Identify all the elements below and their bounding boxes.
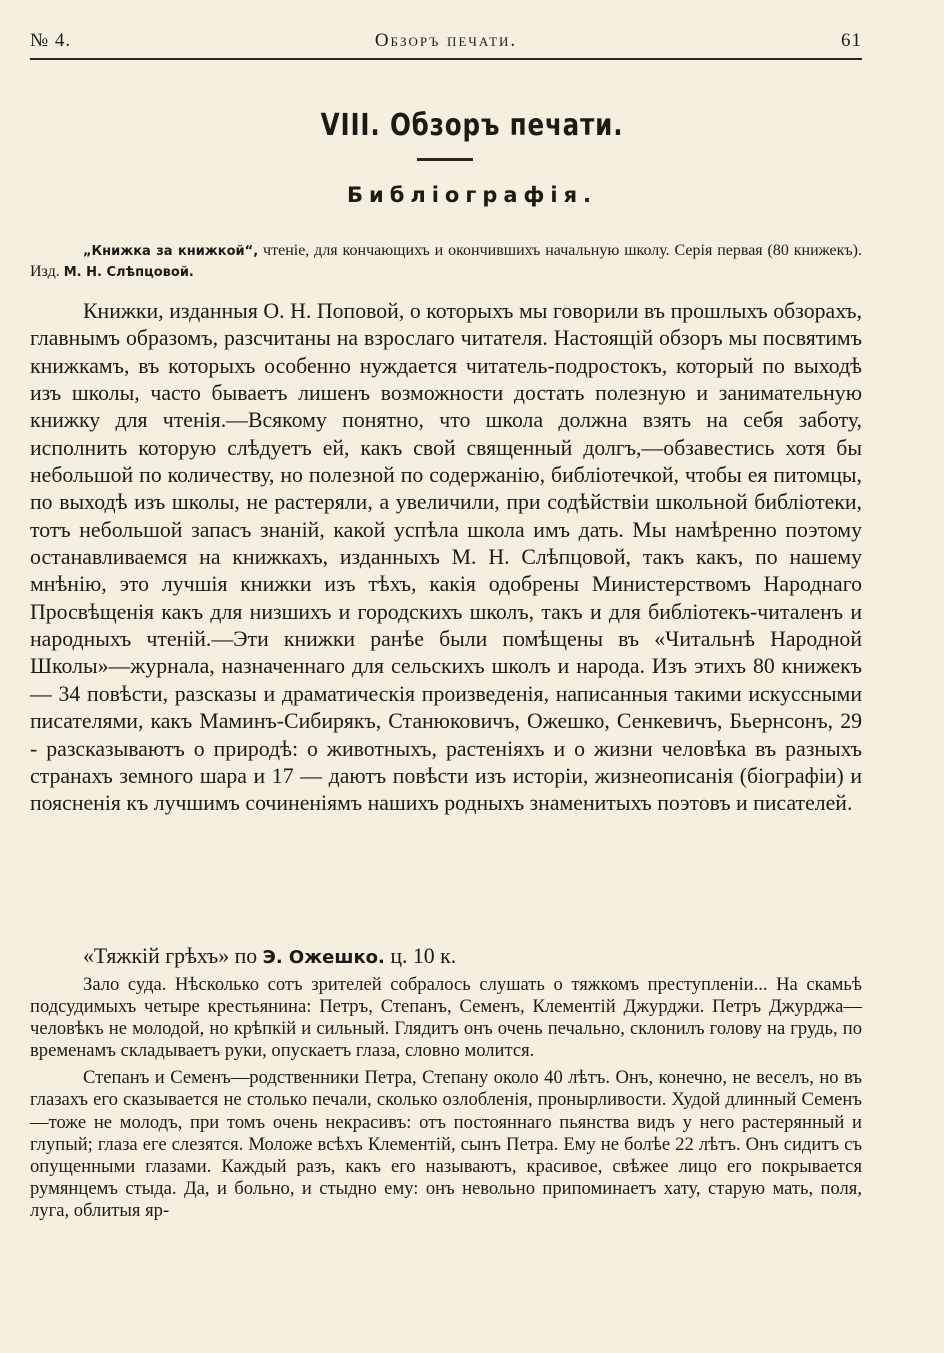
bibliographic-note [30, 241, 862, 283]
publisher-name: М. Н. Слѣпцовой. [63, 265, 194, 280]
chapter-title: VIII. Обзоръ печати. [320, 108, 624, 143]
paragraph: Зало суда. Нѣсколько сотъ зрителей собралось слушать о тяжкомъ преступленіи... На скамьѣ подсудимыхъ четыре крестьянина: Петръ, Степанъ, Семенъ, Клементій Джурджи. Петръ Джурджа—человѣкъ не молодой, но крѣпкій и сильный. Глядитъ онъ очень печально, склонилъ голову на грудь, по временамъ складываетъ руки, опускаетъ глаза, словно молится. [30, 974, 862, 1062]
review-author: Э. Ожешко. [262, 947, 385, 968]
review-heading [30, 943, 862, 971]
series-description: чтеніе, для кончающихъ и окончившихъ начальную школу. Серія первая (80 книжекъ). Изд. [30, 242, 862, 280]
paragraph: Книжки, изданныя О. Н. Поповой, о которыхъ мы говорили въ прошлыхъ обзорахъ, главнымъ образомъ, разсчитаны на взрослаго читателя. Настоящій обзоръ мы посвятимъ книжкамъ, въ которыхъ особенно нуждается читатель-подростокъ, который по выходѣ изъ школы, часто бываетъ лишенъ возможности достать полезную и занимательную книжку для чтенія.—Всякому понятно, что школа должна взять на себя заботу, исполнить которую слѣдуетъ ей, какъ свой священный долгъ,—обзавестись хотя бы небольшой по количеству, но полезной по содержанію, библіотечкой, чтобы ея питомцы, по выходѣ изъ школы, не растеряли, а увеличили, при содѣйствіи школьной библіотеки, тотъ небольшой запасъ знаній, какой успѣла школа имъ дать. Мы намѣренно поэтому останавливаемся на книжкахъ, изданныхъ М. Н. Слѣпцовой, такъ какъ, по нашему мнѣнію, это лучшія книжки изъ тѣхъ, какія одобрены Министерствомъ Народнаго Просвѣщенія какъ для низшихъ и городскихъ школъ, такъ и для библіотекъ-читаленъ и народныхъ чтеній.—Эти книжки ранѣе были помѣщены въ «Читальнѣ Народной Школы»—журнала, назначеннаго для сельскихъ школъ и народа. Изъ этихъ 80 книжекъ — 34 повѣсти, разсказы и драматическія произведенія, написанныя такими искуссными писателями, какъ Маминъ-Сибирякъ, Станюковичъ, Ожешко, Сенкевичъ, Бьернсонъ, 29 - разсказываютъ о природѣ: о животныхъ, растеніяхъ и о жизни человѣка въ разныхъ странахъ земного шара и 17 — даютъ повѣсти изъ исторіи, жизнеописанія (біографіи) и поясненія къ лучшимъ сочиненіямъ нашихъ родныхъ знаменитыхъ поэтовъ и писателей. [30, 299, 862, 816]
series-title: „Книжка за книжкой“, [83, 244, 259, 259]
review-price: ц. 10 к. [390, 944, 457, 968]
page-number: 61 [841, 30, 862, 51]
running-head [30, 30, 862, 60]
issue-number: № 4. [30, 30, 72, 51]
review-text [30, 974, 862, 1222]
main-text [30, 298, 862, 818]
paragraph: Степанъ и Семенъ—родственники Петра, Степану около 40 лѣтъ. Онъ, конечно, не веселъ, но въ глазахъ его сказывается не столько печали, сколько озлобленія, пронырливости. Худой длинный Семенъ—тоже не молодъ, при томъ очень некрасивъ: отъ постояннаго пьянства видъ у него растерянный и глупый; глаза еге слезятся. Моложе всѣхъ Клементій, сынъ Петра. Ему не болѣе 22 лѣтъ. Онъ сидитъ съ опущенными глазами. Каждый разъ, какъ его называютъ, красивое, свѣжее лицо его покрывается румянцемъ стыда. Да, и больно, и стыдно ему: онъ невольно припоминаетъ хату, старую мать, поля, луга, облитыя яр- [30, 1067, 862, 1221]
review-book-title: «Тяжкій грѣхъ» по [83, 944, 258, 968]
title-rule [417, 158, 473, 161]
section-title: Библіографія. [346, 183, 598, 207]
running-title: Обзоръ печати. [374, 30, 518, 51]
